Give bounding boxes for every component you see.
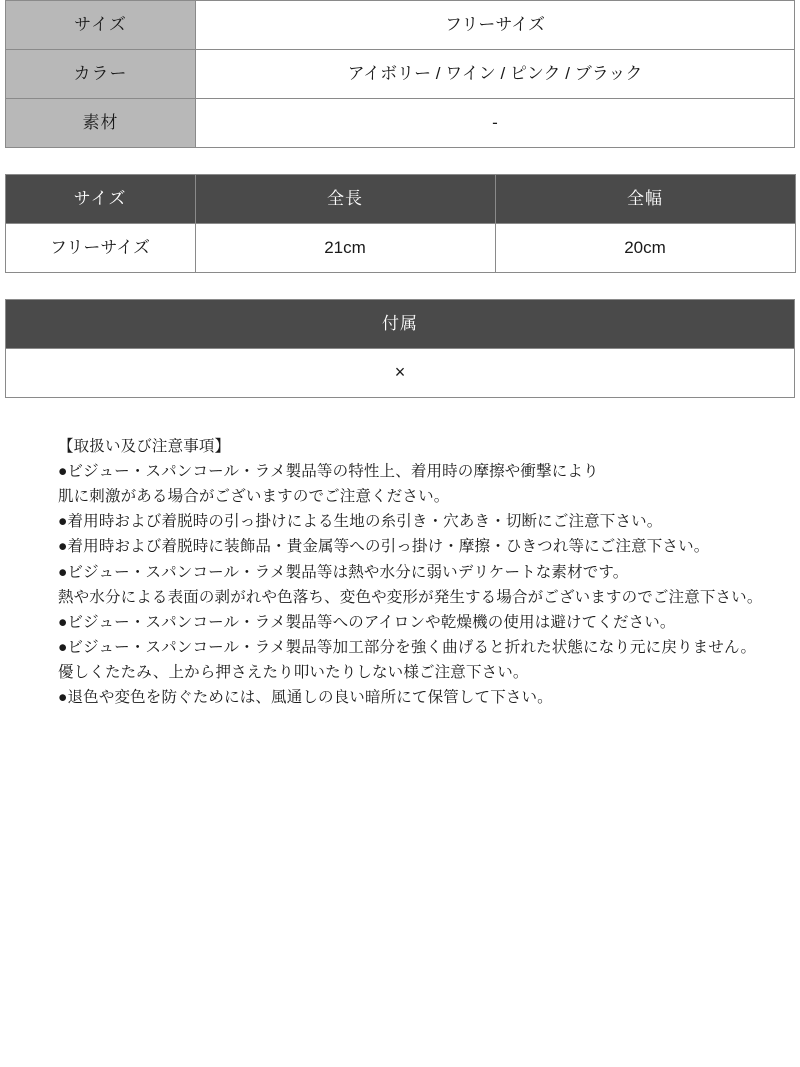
- measure-header-length: 全長: [195, 175, 495, 224]
- notes-title: 【取扱い及び注意事項】: [58, 438, 231, 455]
- row-value-size: フリーサイズ: [196, 1, 795, 50]
- basic-spec-table: [5, 0, 795, 148]
- measure-header-width: 全幅: [495, 175, 795, 224]
- note-line: ●ビジュー・スパンコール・ラメ製品等へのアイロンや乾燥機の使用は避けてください。: [58, 613, 676, 631]
- accessory-header: 付属: [6, 300, 795, 349]
- row-label-color: カラー: [6, 50, 196, 99]
- note-line: ●ビジュー・スパンコール・ラメ製品等加工部分を強く曲げると折れた状態になり元に戻りません。: [58, 638, 757, 656]
- table-row: [5, 224, 795, 273]
- note-line: ●着用時および着脱時の引っ掛けによる生地の糸引き・穴あき・切断にご注意下さい。: [58, 513, 663, 531]
- measure-cell-size: フリーサイズ: [5, 224, 195, 273]
- spacer: [0, 148, 800, 174]
- table-header-row: [6, 300, 795, 349]
- note-line: 優しくたたみ、上から押さえたり叩いたりしない様ご注意下さい。: [58, 663, 529, 681]
- spacer: [0, 273, 800, 299]
- note-line: ●ビジュー・スパンコール・ラメ製品等の特性上、着用時の摩擦や衝撃により: [58, 463, 599, 481]
- measurement-table: [5, 174, 796, 273]
- care-notes: [30, 434, 770, 710]
- measure-cell-width: 20cm: [495, 224, 795, 273]
- note-line: ●退色や変色を防ぐためには、風通しの良い暗所にて保管して下さい。: [58, 689, 553, 707]
- row-value-material: -: [196, 99, 795, 148]
- row-label-material: 素材: [6, 99, 196, 148]
- row-label-size: サイズ: [6, 1, 196, 50]
- table-header-row: [5, 175, 795, 224]
- note-line: ●ビジュー・スパンコール・ラメ製品等は熱や水分に弱いデリケートな素材です。: [58, 563, 629, 581]
- table-row: [6, 349, 795, 398]
- table-row: [6, 1, 795, 50]
- note-line: 熱や水分による表面の剥がれや色落ち、変色や変形が発生する場合がございますのでご注意下さい。: [58, 588, 763, 606]
- row-value-color: アイボリー / ワイン / ピンク / ブラック: [196, 50, 795, 99]
- table-row: [6, 99, 795, 148]
- spacer: [0, 398, 800, 434]
- accessory-table: [5, 299, 795, 398]
- note-line: ●着用時および着脱時に装飾品・貴金属等への引っ掛け・摩擦・ひきつれ等にご注意下さい。: [58, 538, 710, 556]
- measure-cell-length: 21cm: [195, 224, 495, 273]
- accessory-value: ×: [6, 349, 795, 398]
- table-row: [6, 50, 795, 99]
- note-line: 肌に刺激がある場合がございますのでご注意ください。: [58, 488, 450, 506]
- measure-header-size: サイズ: [5, 175, 195, 224]
